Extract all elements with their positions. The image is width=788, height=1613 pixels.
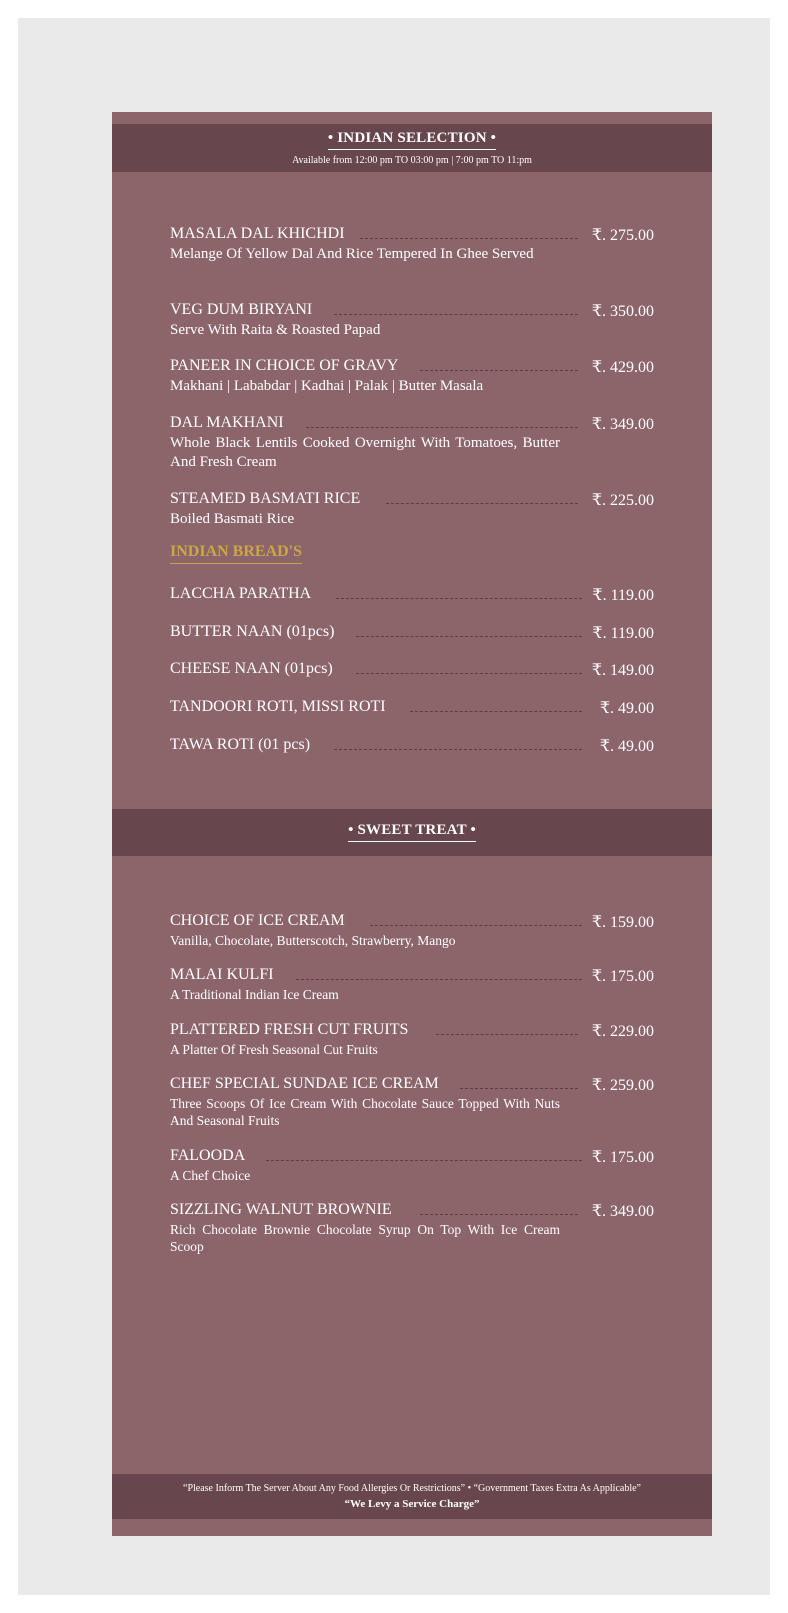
leader-dots [336,598,582,599]
leader-dots [420,1214,578,1215]
service-charge-note: “We Levy a Service Charge” [344,1498,480,1510]
item-price: ₹. 229.00 [591,1023,654,1040]
leader-dots [356,636,582,637]
leader-dots [420,370,578,371]
menu-item [170,1021,654,1058]
item-description: Vanilla, Chocolate, Butterscotch, Strawberry, Mango [170,933,456,948]
leader-dots [386,503,578,504]
item-price: ₹. 119.00 [592,587,654,604]
menu-item [170,414,654,472]
item-name: LACCHA PARATHA [170,585,312,602]
item-description: Whole Black Lentils Cooked Overnight With Tomatoes, Butter And Fresh Cream [170,435,560,470]
item-name: DAL MAKHANI [170,414,284,431]
item-description: Three Scoops Of Ice Cream With Chocolate Sauce Topped With Nuts And Seasonal Fruits [170,1096,560,1128]
leader-dots [360,238,578,239]
item-description: Boiled Basmati Rice [170,511,295,527]
item-name: TANDOORI ROTI, MISSI ROTI [170,698,386,715]
item-name: MALAI KULFI [170,966,274,983]
item-description: A Chef Choice [170,1168,251,1183]
item-price: ₹. 175.00 [591,968,654,985]
item-price: ₹. 350.00 [591,303,654,320]
menu-item [170,1147,654,1184]
leader-dots [370,925,582,926]
menu-item [170,357,654,396]
menu-item [170,1075,654,1129]
item-description: Rich Chocolate Brownie Chocolate Syrup On Top With Ice Cream Scoop [170,1222,560,1254]
item-name: CHOICE OF ICE CREAM [170,912,345,929]
leader-dots [266,1160,582,1161]
item-description: A Platter Of Fresh Seasonal Cut Fruits [170,1042,378,1057]
menu-item [170,225,654,264]
menu-item [170,623,654,643]
menu-item [170,966,654,1003]
item-price: ₹. 349.00 [591,416,654,433]
leader-dots [334,314,578,315]
item-description: Melange Of Yellow Dal And Rice Tempered In Ghee Served [170,246,534,262]
leader-dots [306,427,578,428]
footer-band [112,1474,712,1519]
item-price: ₹. 149.00 [591,662,654,679]
leader-dots [296,979,582,980]
item-name: PANEER IN CHOICE OF GRAVY [170,357,399,374]
leader-dots [410,711,582,712]
leader-dots [356,673,582,674]
leader-dots [436,1034,578,1035]
menu-item [170,301,654,340]
menu-item [170,1201,654,1255]
leader-dots [334,749,582,750]
indian-bread-heading: INDIAN BREAD'S [170,543,302,564]
item-price: ₹. 119.00 [592,625,654,642]
item-price: ₹. 159.00 [591,914,654,931]
item-name: MASALA DAL KHICHDI [170,225,345,242]
menu-item [170,736,654,756]
item-price: ₹. 259.00 [591,1077,654,1094]
item-description: Makhani | Lababdar | Kadhai | Palak | Butter Masala [170,378,484,394]
item-name: BUTTER NAAN (01pcs) [170,623,335,640]
item-price: ₹. 349.00 [591,1203,654,1220]
item-price: ₹. 275.00 [591,227,654,244]
item-description: A Traditional Indian Ice Cream [170,987,339,1002]
item-name: STEAMED BASMATI RICE [170,490,361,507]
item-price: ₹. 175.00 [591,1149,654,1166]
menu-item [170,585,654,605]
item-description: Serve With Raita & Roasted Papad [170,322,381,338]
menu-item [170,660,654,680]
sweet-treat-title: • SWEET TREAT • [348,822,476,842]
item-price: ₹. 49.00 [599,700,654,717]
item-name: SIZZLING WALNUT BROWNIE [170,1201,392,1218]
item-name: TAWA ROTI (01 pcs) [170,736,311,753]
item-price: ₹. 429.00 [591,359,654,376]
menu-item [170,912,654,949]
item-price: ₹. 49.00 [599,738,654,755]
menu-item [170,698,654,718]
indian-selection-header [112,124,712,172]
item-name: PLATTERED FRESH CUT FRUITS [170,1021,409,1038]
footer-notice: “Please Inform The Server About Any Food Allergies Or Restrictions” • “Government Taxes Extra As Applicable” [183,1483,641,1494]
page-background [18,18,770,1595]
leader-dots [460,1088,578,1089]
item-name: VEG DUM BIRYANI [170,301,313,318]
menu-card [112,112,712,1536]
sweet-treat-header [112,809,712,856]
indian-selection-title: • INDIAN SELECTION • [328,130,496,150]
item-price: ₹. 225.00 [591,492,654,509]
item-name: CHEESE NAAN (01pcs) [170,660,333,677]
availability-text: Available from 12:00 pm TO 03:00 pm | 7:00 pm TO 11:pm [292,155,532,166]
menu-item [170,490,654,529]
item-name: FALOODA [170,1147,246,1164]
item-name: CHEF SPECIAL SUNDAE ICE CREAM [170,1075,439,1092]
